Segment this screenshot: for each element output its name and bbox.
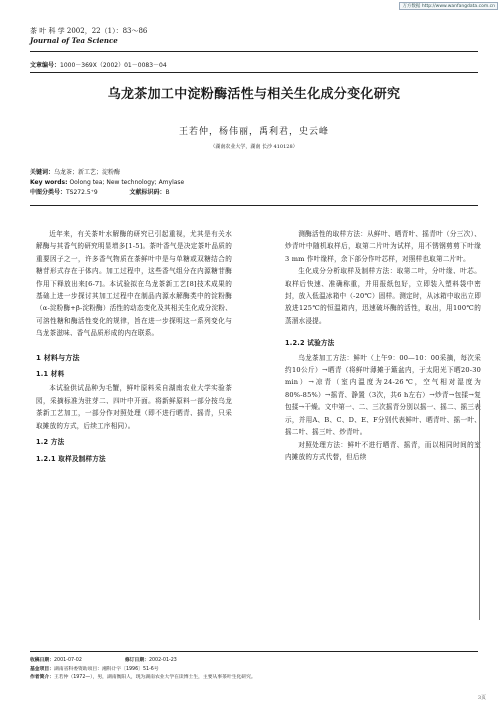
received-date: 2001-07-02	[54, 658, 82, 663]
journal-name-en: Journal of Tea Science	[30, 36, 118, 45]
right-column	[285, 228, 481, 463]
article-number-label: 文章编号：	[30, 62, 61, 69]
footnote	[30, 657, 478, 683]
keywords-en-label: Key words:	[30, 179, 68, 186]
revised-date: 2002-01-23	[148, 658, 177, 663]
authors: 王若仲，杨伟丽，禹利君，史云峰	[178, 127, 329, 137]
clc-value: TS272.5⁺9	[66, 189, 98, 196]
affiliation: （湖南农业大学，湖南 长沙 410128）	[210, 144, 298, 150]
keywords-en-value: Oolong tea; New technology; Amylase	[69, 179, 185, 186]
enzyme-sampling-paragraph: 测酶活性的取样方法：从鲜叶、晒青叶、摇青叶（分三次）、炒青叶中随机取样后，取第二片叶为试样，用不锈钢剪剪下叶缘 3 mm 作叶缘样，余下部分作叶芯样，对照样也取第二片叶。	[285, 230, 481, 263]
subsection-test-methods: 1.2.2 试验方法	[285, 339, 335, 348]
footnote-author-bio	[30, 674, 478, 683]
keywords-cn-value: 乌龙茶；新工艺；淀粉酶	[54, 169, 121, 176]
left-column	[36, 228, 232, 467]
header-rule	[30, 51, 478, 52]
bio-value: 王若仲（1972—），男，湖南衡阳人，现为湖南农业大学在读博士生，主要从事茶叶生化研究。	[54, 675, 256, 680]
journal-header	[30, 26, 147, 46]
paper-title: 乌龙茶加工中淀粉酶活性与相关生化成分变化研究	[107, 87, 401, 102]
classification	[30, 188, 170, 197]
title-rule	[30, 72, 478, 73]
bio-label: 作者简介：	[30, 675, 54, 680]
footnote-funding	[30, 666, 478, 675]
abstract-rule	[30, 205, 478, 206]
revised-label: 修订日期：	[124, 658, 149, 663]
journal-issue: 茶 叶 科 学 2002，22（1）：83～86	[30, 27, 148, 35]
article-number	[30, 60, 167, 69]
keywords-cn	[30, 168, 120, 177]
doc-code-value: B	[165, 189, 170, 196]
footnote-dates	[30, 657, 478, 666]
keywords-cn-label: 关键词：	[30, 169, 55, 176]
section-materials-methods: 1 材料与方法	[36, 353, 80, 362]
wanfang-stamp[interactable]: 万方数据 http://www.wanfangdata.com.cn	[399, 2, 498, 10]
intro-paragraph: 近年来，有关茶叶水解酶的研究已引起重视，尤其是有关水解酶与其香气的研究明显增多[1-5]。茶叶香气是决定茶叶品质的重要因子之一，许多香气物质在茶鲜叶中是与单糖或双糖结合的糖苷形式存在于体内。加工过程中，这些香气组分在内源糖苷酶作用下释放出来[6-7]。本试验拟在乌龙茶新工艺[8]技术成果的基础上进一步探讨其加工过程中在制品内源水解酶类中的淀粉酶（α-淀粉酶+β-淀粉酶）活性的动态变化及其相关生化成分淀粉、可溶性糖和酶活性变化的规律，旨在进一步探明这一系列变化与乌龙茶滋味、香气品质形成的内在联系。	[36, 230, 232, 338]
subsection-methods: 1.2 方法	[36, 438, 65, 447]
funding-value: 湖南省科委资助项目：湘科计字〔1996〕51-6号	[54, 666, 159, 672]
control-paragraph: 对照处理方法：鲜叶不进行晒青、摇青，而以相同时间的室内摊放的方式代替，但后续	[285, 440, 481, 461]
margin-line	[479, 400, 480, 620]
keywords-en	[30, 178, 184, 187]
subsection-materials: 1.1 材料	[36, 370, 65, 379]
processing-paragraph: 乌龙茶加工方法：鲜叶（上午9：00—10：00采摘，每次采约10公斤）→晒青（将鲜叶薄摊于簸盆内，于太阳光下晒20-30 min）→凉青（室内温度为24-26℃，空气相对湿度为80%-85%）→摇青、静置（3次，共6 h左右）→炒青→包揉→复包揉→干燥。文中第一、二、三次摇青分别以摇一、摇二、摇三表示，并用A、B、C、D、E、F分别代表鲜叶、晒青叶、摇一叶、摇二叶、摇三叶、炒青叶。	[285, 353, 481, 437]
biochem-sampling-paragraph: 生化成分分析取样及制样方法：取第二叶，分叶缘、叶芯。取样后快速、准确称重，并用报纸包好，立即装入塑料袋中密封，放入低温冰箱中（-20℃）固样。测定时，从冰箱中取出立即放进125℃的恒温箱内，迅速破坏酶的活性，取出，用100℃的蒸溜水浸提。	[285, 267, 481, 325]
subsection-sampling: 1.2.1 取样及制样方法	[36, 454, 106, 463]
article-number-value: 1000－369X（2002）01－0083－04	[60, 62, 167, 69]
funding-label: 基金项目：	[30, 666, 54, 672]
clc-label: 中图分类号：	[30, 189, 67, 196]
materials-paragraph: 本试验供试品种为毛蟹，鲜叶原料采自湖南农业大学实验茶园，采摘标准为驻芽二、四叶中开面。将新鲜原料一部分按乌龙茶新工艺加工，一部分作对照处理（即不进行晒青、摇青，只采取摊放的方式，后续工序相同）。	[36, 384, 232, 430]
page-number: 3页	[477, 695, 486, 701]
footer-rule	[30, 651, 478, 652]
received-label: 收稿日期：	[30, 658, 54, 663]
doc-code-label: 文献标识码：	[129, 189, 166, 196]
